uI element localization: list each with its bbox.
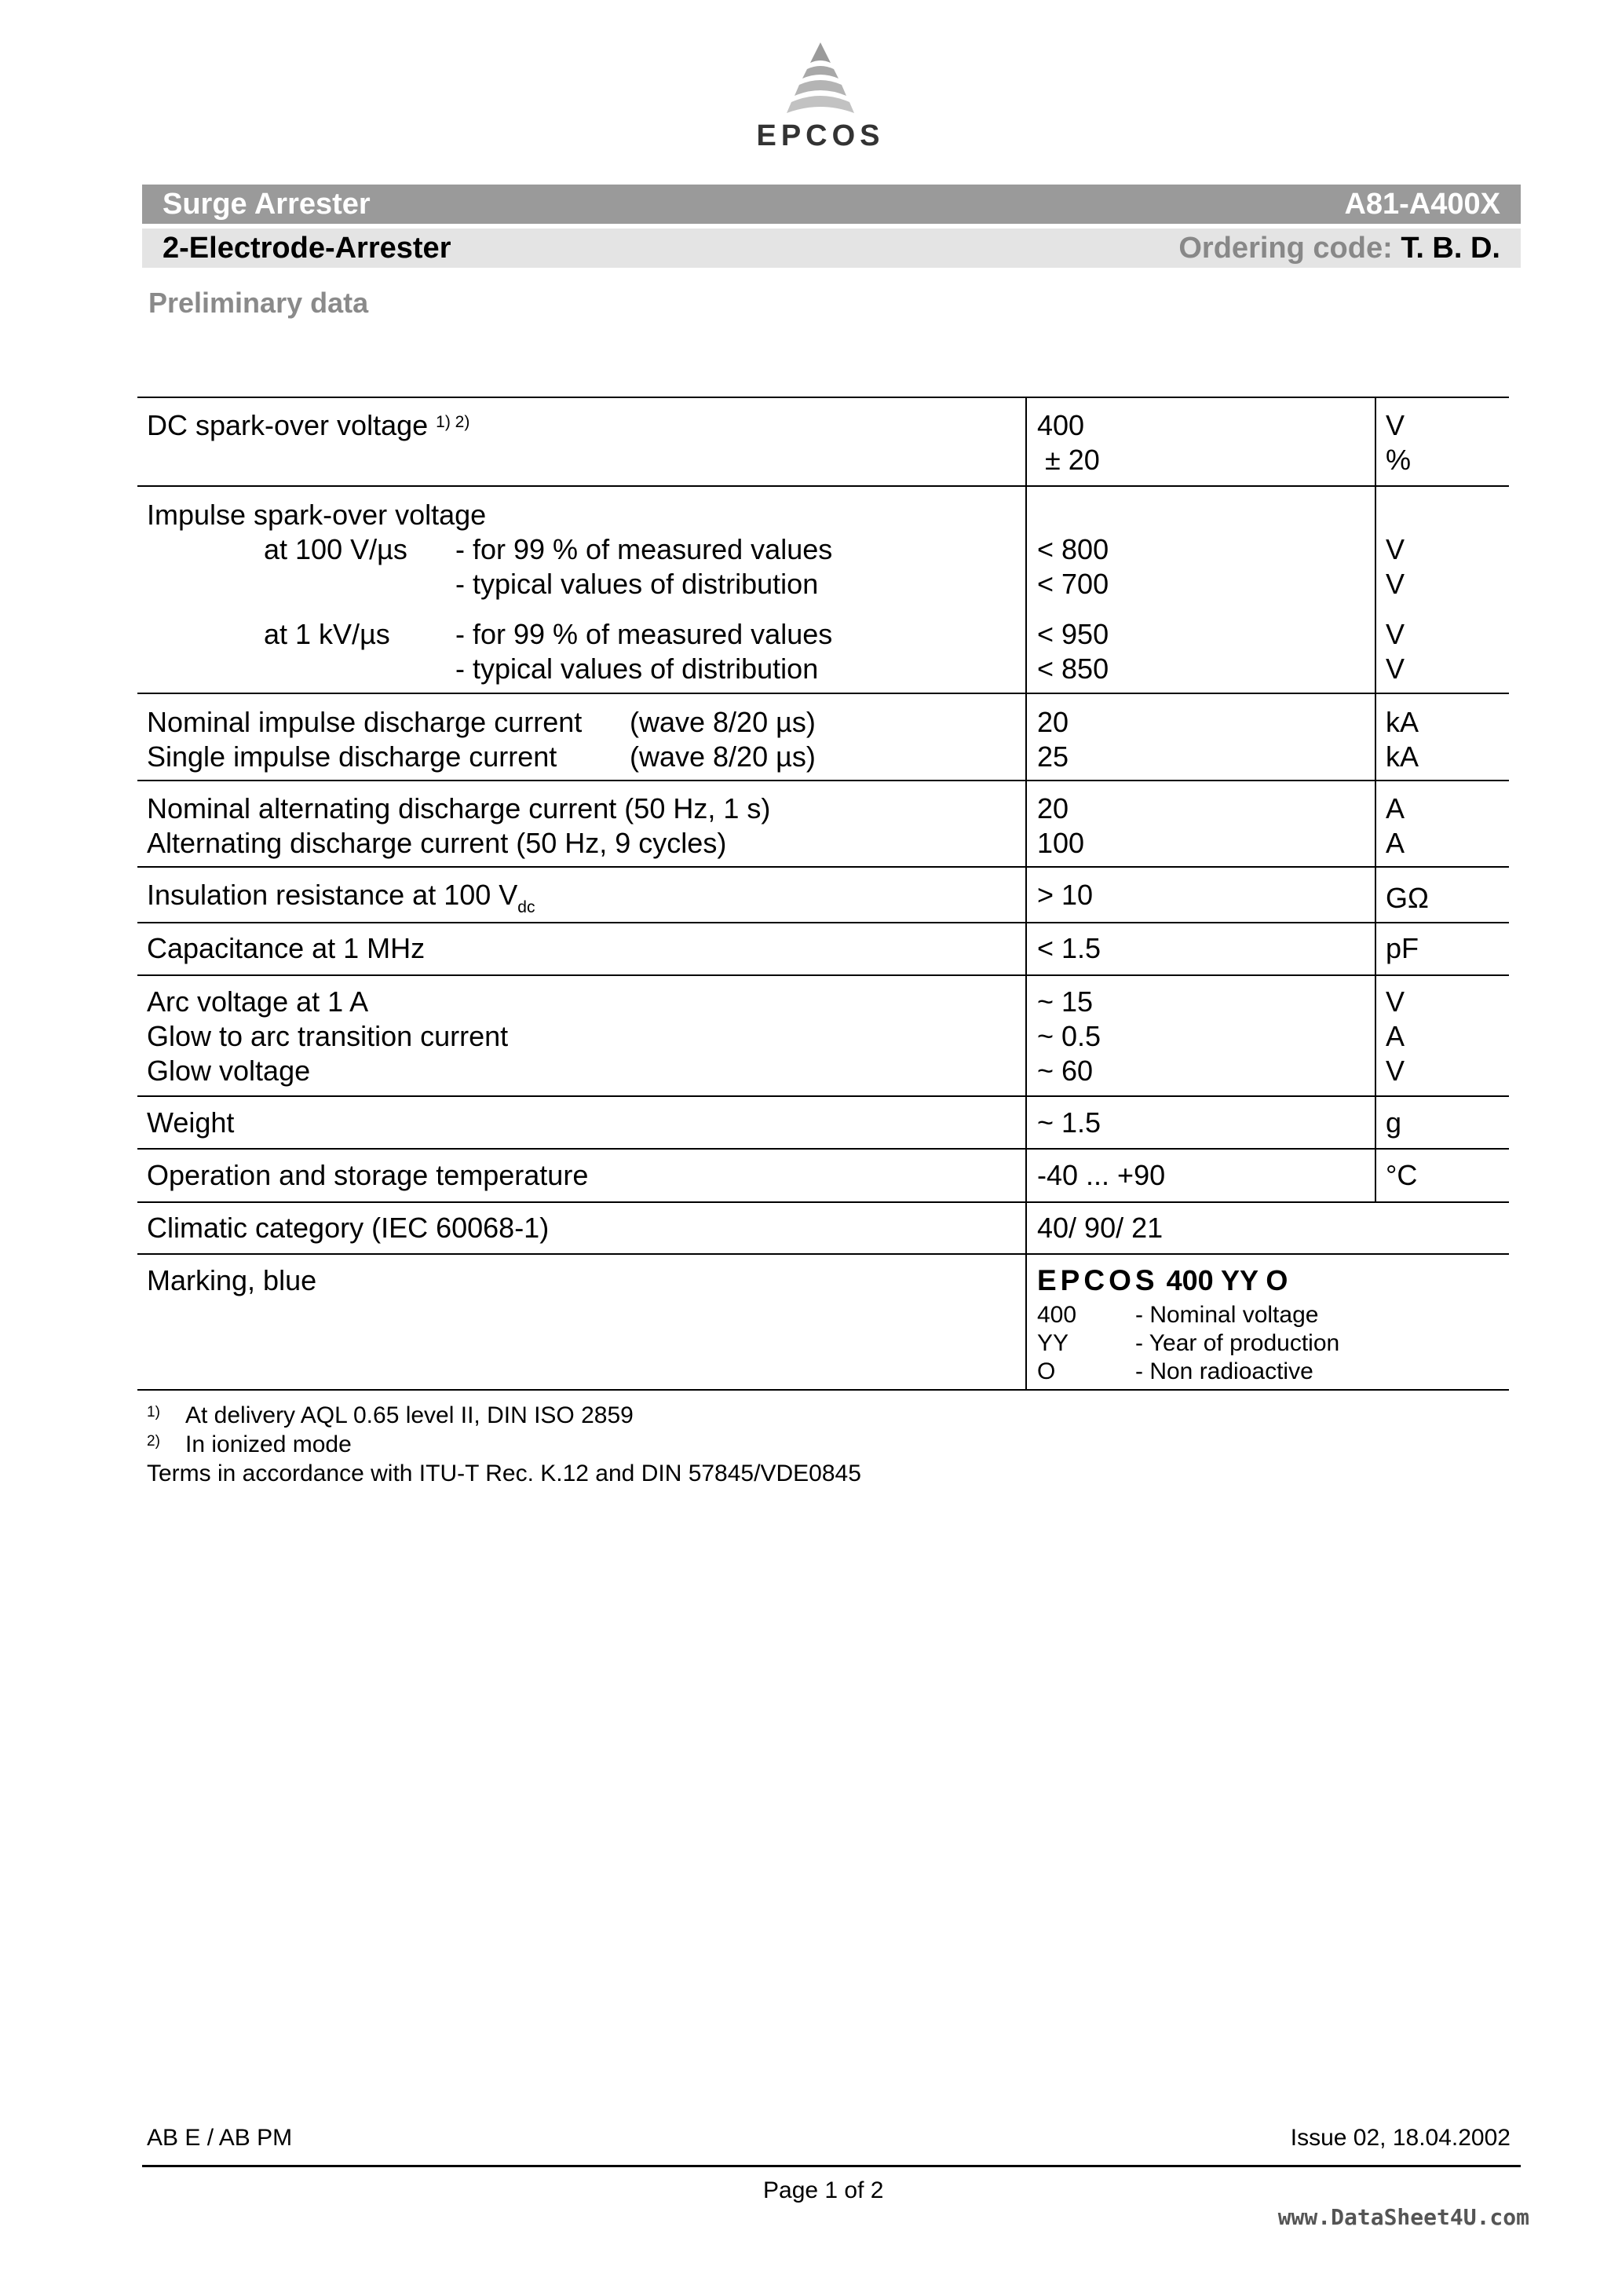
alt-unit: A <box>1386 792 1405 824</box>
terms-note: Terms in accordance with ITU-T Rec. K.12 and DIN 57845/VDE0845 <box>147 1461 861 1486</box>
alt-value: 20 <box>1037 792 1069 824</box>
glow-voltage-label: Glow voltage <box>147 1055 311 1087</box>
ordering-code <box>1178 232 1500 265</box>
impulse-value: < 850 <box>1037 653 1109 685</box>
impulse-rate-1k: at 1 kV/µs <box>264 618 390 650</box>
footnote-marker: 1) <box>147 1404 160 1420</box>
discharge-unit: kA <box>1386 740 1419 773</box>
dc-spark-label: DC spark-over voltage $^{1) 2)}$ <box>147 409 470 441</box>
footnote-text: In ionized mode <box>185 1431 352 1457</box>
marking-key: 400 <box>1037 1302 1077 1328</box>
page-number: Page 1 of 2 <box>763 2177 884 2203</box>
dc-spark-tolerance-unit: % <box>1386 444 1412 476</box>
weight-label: Weight <box>147 1106 235 1139</box>
impulse-unit: V <box>1386 568 1405 600</box>
ordering-code-value: T. B. D. <box>1401 231 1500 265</box>
dc-spark-value: 400 <box>1037 409 1085 441</box>
weight-value: ~ 1.5 <box>1037 1106 1101 1139</box>
footnote-marker: 2) <box>147 1433 160 1450</box>
impulse-desc-99: - for 99 % of measured values <box>455 618 833 650</box>
dc-spark-unit: V <box>1386 409 1405 441</box>
marking-desc: - Non radioactive <box>1135 1358 1313 1384</box>
issue-date: Issue 02, 18.04.2002 <box>1290 2125 1511 2151</box>
alt-unit: A <box>1386 827 1405 859</box>
ordering-code-label: Ordering code: <box>1178 231 1393 265</box>
impulse-desc-typ: - typical values of distribution <box>455 568 819 600</box>
capacitance-unit: pF <box>1386 932 1419 964</box>
insulation-label: Insulation resistance at 100 $V_{dc}$ <box>147 879 535 916</box>
impulse-rate-100: at 100 V/µs <box>264 533 407 565</box>
temperature-value: -40 ... +90 <box>1037 1159 1166 1191</box>
marking-brand: EPCOS <box>1037 1264 1159 1296</box>
impulse-value: < 950 <box>1037 618 1109 650</box>
part-number: A81-A400X <box>1344 187 1500 221</box>
dc-spark-tolerance: ± 20 <box>1045 444 1100 476</box>
discharge-unit: kA <box>1386 706 1419 738</box>
status-note: Preliminary data <box>148 287 369 319</box>
single-impulse-label: Single impulse discharge current <box>147 740 557 773</box>
weight-unit: g <box>1386 1106 1402 1139</box>
product-header-bar <box>142 185 1521 224</box>
subtitle-bar <box>142 229 1521 268</box>
discharge-value: 20 <box>1037 706 1069 738</box>
wave-note: (wave 8/20 µs) <box>630 740 816 773</box>
marking-desc: - Year of production <box>1135 1330 1340 1356</box>
footer-divider <box>142 2165 1521 2167</box>
impulse-desc-typ: - typical values of distribution <box>455 653 819 685</box>
arc-value: ~ 15 <box>1037 985 1094 1018</box>
nominal-impulse-label: Nominal impulse discharge current <box>147 706 583 738</box>
marking-key: O <box>1037 1358 1056 1384</box>
department-code: AB E / AB PM <box>147 2125 293 2151</box>
product-subtitle: 2-Electrode-Arrester <box>163 231 451 265</box>
impulse-unit: V <box>1386 653 1405 685</box>
capacitance-label: Capacitance at 1 MHz <box>147 932 426 964</box>
capacitance-value: < 1.5 <box>1037 932 1101 964</box>
impulse-unit: V <box>1386 618 1405 650</box>
marking-label: Marking, blue <box>147 1264 317 1296</box>
impulse-label: Impulse spark-over voltage <box>147 499 487 531</box>
temperature-unit: °C <box>1386 1159 1418 1191</box>
arc-unit: V <box>1386 985 1405 1018</box>
alt-value: 100 <box>1037 827 1085 859</box>
marking-code: EPCOS 400 YY O <box>1037 1264 1288 1296</box>
arc-value: ~ 60 <box>1037 1055 1094 1087</box>
glow-arc-current-label: Glow to arc transition current <box>147 1020 509 1052</box>
arc-value: ~ 0.5 <box>1037 1020 1101 1052</box>
impulse-value: < 800 <box>1037 533 1109 565</box>
impulse-unit: V <box>1386 533 1405 565</box>
climatic-label: Climatic category (IEC 60068-1) <box>147 1212 550 1244</box>
footnote-text: At delivery AQL 0.65 level II, DIN ISO 2859 <box>185 1402 634 1428</box>
discharge-value: 25 <box>1037 740 1069 773</box>
alt-discharge-label: Alternating discharge current (50 Hz, 9 cycles) <box>147 827 727 859</box>
watermark: www.DataSheet4U.com <box>1277 2204 1529 2230</box>
insulation-unit: GΩ <box>1386 882 1429 914</box>
nominal-alt-label: Nominal alternating discharge current (50 Hz, 1 s) <box>147 792 771 824</box>
insulation-value: > 10 <box>1037 879 1094 911</box>
marking-key: YY <box>1037 1330 1069 1356</box>
temperature-label: Operation and storage temperature <box>147 1159 589 1191</box>
arc-unit: A <box>1386 1020 1405 1052</box>
marking-desc: - Nominal voltage <box>1135 1302 1319 1328</box>
product-type: Surge Arrester <box>163 187 371 221</box>
arc-unit: V <box>1386 1055 1405 1087</box>
impulse-value: < 700 <box>1037 568 1109 600</box>
impulse-desc-99: - for 99 % of measured values <box>455 533 833 565</box>
arc-voltage-label: Arc voltage at 1 A <box>147 985 369 1018</box>
logo-wordmark: EPCOS <box>756 119 885 152</box>
climatic-value: 40/ 90/ 21 <box>1037 1212 1164 1244</box>
wave-note: (wave 8/20 µs) <box>630 706 816 738</box>
